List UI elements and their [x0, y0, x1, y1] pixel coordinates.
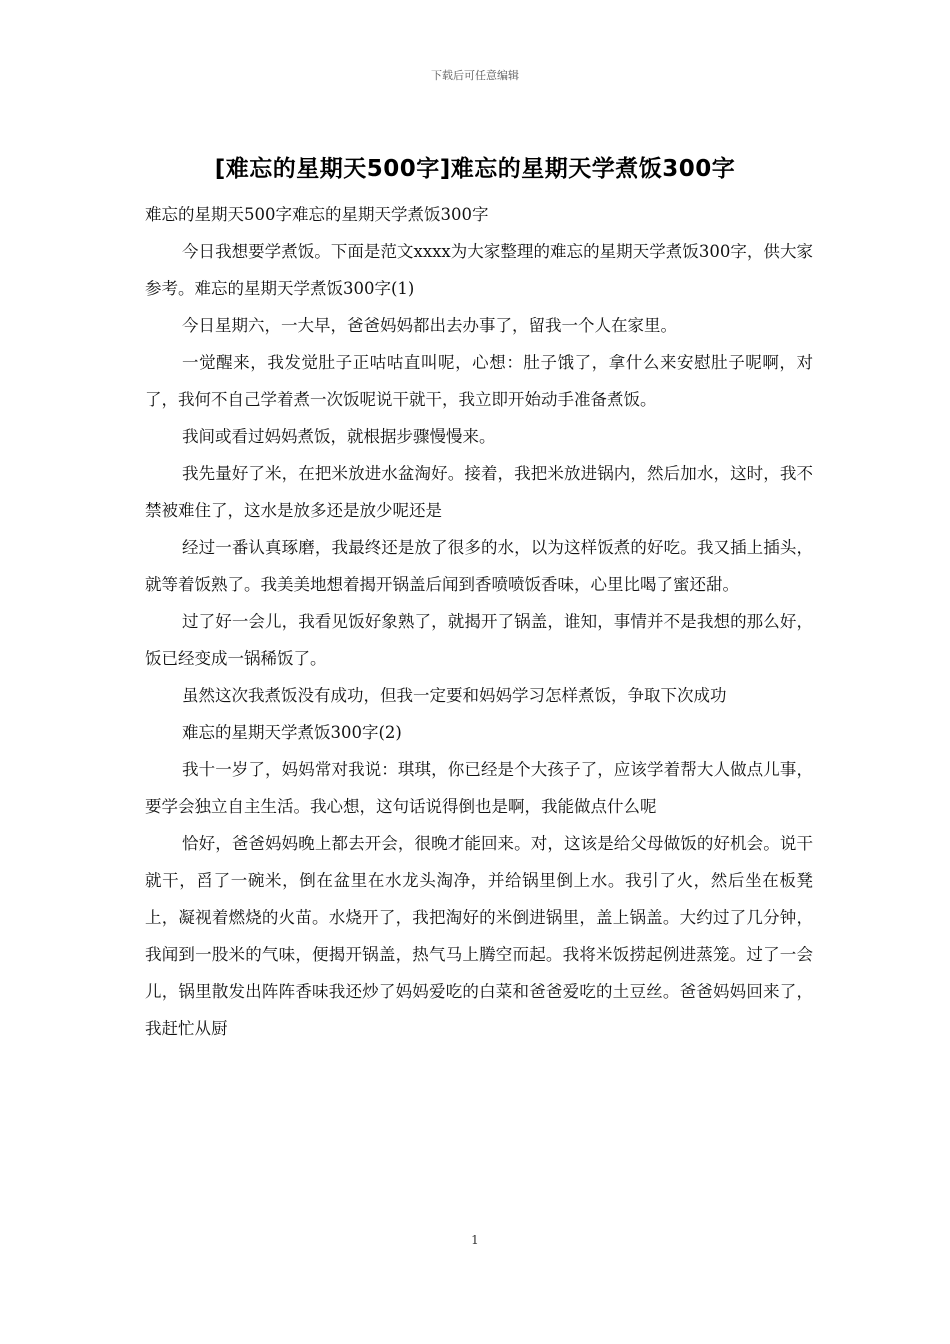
paragraph: 过了好一会儿，我看见饭好象熟了，就揭开了锅盖，谁知，事情并不是我想的那么好，饭已经变成一锅稀饭了。: [145, 612, 813, 668]
document-title: [难忘的星期天500字]难忘的星期天学煮饭300字: [214, 156, 736, 182]
page-header: 下载后可任意编辑: [431, 69, 519, 82]
paragraph: 今日我想要学煮饭。下面是范文xxxx为大家整理的难忘的星期天学煮饭300字，供大家参考。难忘的星期天学煮饭300字(1): [145, 242, 813, 298]
paragraph: 难忘的星期天学煮饭300字(2): [182, 723, 402, 742]
paragraph: 恰好，爸爸妈妈晚上都去开会，很晚才能回来。对，这该是给父母做饭的好机会。说干就干，舀了一碗米，倒在盆里在水龙头淘净，并给锅里倒上水。我引了火，然后坐在板凳上，凝视着燃烧的火苗。水烧开了，我把淘好的米倒进锅里，盖上锅盖。大约过了几分钟，我闻到一股米的气味，便揭开锅盖，热气马上腾空而起。我将米饭捞起例进蒸笼。过了一会儿，锅里散发出阵阵香味我还炒了妈妈爱吃的白菜和爸爸爱吃的土豆丝。爸爸妈妈回来了，我赶忙从厨: [145, 834, 813, 1038]
paragraph: 一觉醒来，我发觉肚子正咕咕直叫呢，心想：肚子饿了，拿什么来安慰肚子呢啊，对了，我何不自己学着煮一次饭呢说干就干，我立即开始动手准备煮饭。: [145, 353, 813, 409]
paragraph: 虽然这次我煮饭没有成功，但我一定要和妈妈学习怎样煮饭，争取下次成功: [182, 686, 727, 705]
paragraph: 我先量好了米，在把米放进水盆淘好。接着，我把米放进锅内，然后加水，这时，我不禁被难住了，这水是放多还是放少呢还是: [145, 464, 813, 520]
paragraph: 我十一岁了，妈妈常对我说：琪琪，你已经是个大孩子了，应该学着帮大人做点儿事，要学会独立自主生活。我心想，这句话说得倒也是啊，我能做点什么呢: [145, 760, 813, 816]
paragraph: 经过一番认真琢磨，我最终还是放了很多的水，以为这样饭煮的好吃。我又插上插头，就等着饭熟了。我美美地想着揭开锅盖后闻到香喷喷饭香味，心里比喝了蜜还甜。: [145, 538, 813, 594]
paragraph: 今日星期六，一大早，爸爸妈妈都出去办事了，留我一个人在家里。: [182, 316, 677, 335]
paragraph: 难忘的星期天500字难忘的星期天学煮饭300字: [145, 205, 489, 224]
page-number: 1: [471, 1233, 479, 1247]
document-body: [145, 196, 813, 1047]
paragraph: 我间或看过妈妈煮饭，就根据步骤慢慢来。: [182, 427, 496, 446]
